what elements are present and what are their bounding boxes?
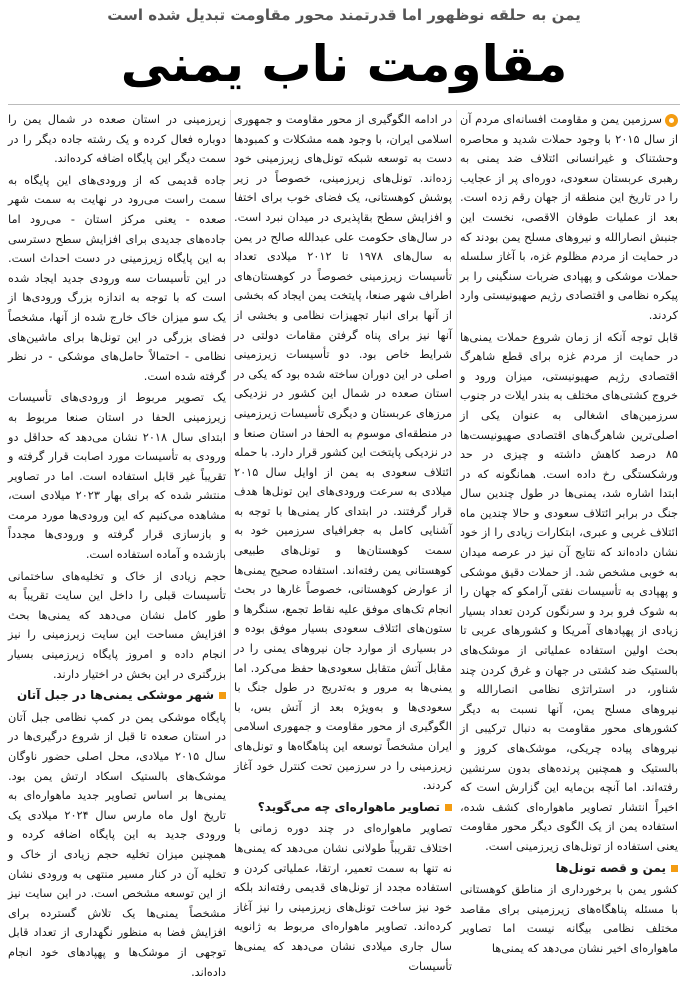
column1-paragraph-2: قابل توجه آنکه از زمان شروع حملات یمنی‌ها در حمایت از مردم غزه برای قطع شاهرگ اقتصادی رژیم صهیونیستی، میزان ورود و خروج کشتی‌های مختلف به بندر ایلات در جنوب سرزمین‌های اشغالی به عنوان یکی از اصلی‌ترین شاهرگ‌های اقتصادی صهیونیست‌ها ۸۵ درصد کاهش داشته و چیزی در حد ورشکستگی رخ داده است. همانگونه که در ابتدا اشاره شد، یمنی‌ها در طول چندین سال جنگ در برابر ائتلاف سعودی و حالا چندین ماه ائتلاف غربی و عبری، ابتکارات زیادی را از خود نشان داده‌اند که نتایج آن نیز در عرصه میدان به خوبی مشخص شد. از حملات دقیق موشکی و پهپادی به تأسیسات نفتی آرامکو که جهان را به شوک فرو برد و سرنگون کردن تعداد بسیار زیادی از پهپادهای آمریکا و کشورهای عربی تا بحث اولین استفاده عملیاتی از موشک‌های بالستیک ضد کشتی در جهان و غرق کردن چند شناور، در استراتژی نظامی انصارالله و نیروهای مسلح یمن، آنها نسبت به دیگر کشورهای محور مقاومت به دنبال ترکیبی از نیروهای پیاده چریکی، موشک‌های کروز و بالستیک و همچنین پرنده‌های بدون سرنشین رفته‌اند. اما آنچه بن‌مایه این گزارش است که اخیراً انتشار تصاویر ماهواره‌ای کشف شده، استفاده یمن از یک الگوی دیگر محور مقاومت یعنی استفاده از تونل‌های زیرزمینی است. bbox=[460, 330, 678, 853]
subheading-satellite-images: تصاویر ماهواره‌ای چه می‌گوید؟ bbox=[234, 798, 452, 818]
column1-paragraph-1-text: سرزمین یمن و مقاومت افسانه‌ای مردم آن از سال ۲۰۱۵ با وجود حملات شدید و محاصره وحشتناک و غیرانسانی ائتلاف ضد یمنی به رهبری عربستان سعودی، دوره‌ای پر از عجایب را در تاریخ این منطقه از جهان رقم زده است. بعد از عملیات طوفان الاقصی، نخست این جنبش انصارالله و نیروهای مسلح یمن بودند که در حمایت از مردم مظلوم غزه، با آغاز سلسله حملات موشکی و پهپادی ضربات سنگینی را بر پیکره نظامی و اقتصادی رژیم صهیونیستی وارد کردند. bbox=[460, 113, 678, 322]
column3-paragraph-4: حجم زیادی از خاک و تخلیه‌های ساختمانی تأسیسات قبلی را داخل این سایت تقریباً به طور کامل نشان می‌دهد که یمنی‌ها بحث افزایش مساحت این سایت زیرزمینی را نیز انجام داده و امروز پایگاه زیرزمینی بسیار بزرگتری در این بخش در اختیار دارند. bbox=[8, 569, 226, 681]
column2-paragraph-1: در ادامه الگوگیری از محور مقاومت و جمهوری اسلامی ایران، با وجود همه مشکلات و کمبودها دست به توسعه شبکه تونل‌های زیرزمینی خود زده‌اند. تونل‌های زیرزمینی، خصوصاً در زیر پوشش کوهستانی، یک فضای خوب برای اختفا و افزایش سطح بقاپذیری در میدان نبرد است. در سال‌های حکومت علی عبدالله صالح در یمن به سال‌های ۱۹۷۸ تا ۲۰۱۲ میلادی تعداد تأسیسات زیرزمینی خصوصاً در کوهستان‌های اطراف شهر صنعا، پایتخت یمن ایجاد که بخشی از آنها برای انبار تجهیزات نظامی و بخشی از آنها نیز برای پناه گرفتن مقامات دولتی در شرایط خاص بود. دو تأسیسات زیرزمینی اصلی در این دوران ساخته شده بود که یکی در استان صعده در شمال این کشور در نزدیکی مرزهای عربستان و دیگری تأسیسات زیرزمینی در منطقه‌ای موسوم به الحفا در استان صنعا و در نزدیکی پایتخت این کشور قرار دارد. با حمله ائتلاف سعودی به یمن از اوایل سال ۲۰۱۵ میلادی به سرعت ورودی‌های این تونل‌ها هدف قرار گرفتند. در ابتدای کار یمنی‌ها با توجه به آشنایی کامل به جغرافیای سرزمین خود به سمت کوهستان‌ها و تونل‌های طبیعی کوهستانی یمن رفته‌اند. استفاده صحیح یمنی‌ها از عوارض کوهستانی، خصوصاً غارها در بحث انجام تک‌های موفق علیه نقاط تجمع، سنگرها و ستون‌های ائتلاف سعودی بسیار موفق بوده و در بسیاری از موارد جان نیروهای یمنی را در مقابل آتش متقابل سعودی‌ها حفظ می‌کرد. اما یمنی‌ها به مرور و به‌تدریج در طول جنگ با سعودی‌ها و به‌ویژه بعد از آتش بس، با الگوگیری از محور مقاومت و جمهوری اسلامی ایران مشخصاً توسعه این پناهگاه‌ها و تونل‌های زیرزمینی را در سرزمین تحت کنترل خود آغاز کردند. bbox=[233, 113, 452, 793]
article-column-2 bbox=[233, 110, 452, 973]
subheading-missile-city: شهر موشکی یمنی‌ها در جبل آتان bbox=[8, 686, 226, 706]
column3-paragraph-5: پایگاه موشکی یمن در کمپ نظامی جبل آتان در استان صعده تا قبل از شروع درگیری‌ها در سال ۲۰۱۵ میلادی، محل اصلی حضور ناوگان موشک‌های بالستیک اسکاد ارتش یمن بود. یمنی‌ها بر اساس تصاویر جدید ماهواره‌ای به تاریخ اول ماه مارس سال ۲۰۲۴ میلادی یک ورودی جدید به این پایگاه اضافه کرده و همچنین میزان تخلیه حجم زیادی از خاک و تخلیه آن در کنار مسیر منتهی به ورودی نشان از این توسعه مشخص است. در این سایت نیز مشخصاً یمنی‌ها یک تلاش گسترده برای افزایش فضا به منظور نگهداری از تعداد قابل توجهی از موشک‌ها و پهپادهای خود انجام داده‌اند. bbox=[8, 710, 226, 979]
article-headline: مقاومت ناب یمنی bbox=[120, 35, 568, 93]
article-column-1 bbox=[460, 110, 678, 955]
article-kicker: یمن به حلقه نوظهور اما قدرتمند محور مقاومت تبدیل شده است bbox=[107, 6, 581, 24]
subheading-tunnels: یمن و قصه تونل‌ها bbox=[460, 859, 678, 879]
header-divider bbox=[8, 104, 680, 105]
column3-paragraph-2: جاده قدیمی که از ورودی‌های این پایگاه به سمت راست می‌رود در نهایت به سمت شهر صعده - یعنی مرکز استان - می‌رود اما جاده‌های جدیدی برای افزایش سطح دسترسی به این پایگاه زیرزمینی در دست احداث است. در این تأسیسات سه ورودی جدید ایجاد شده است که با توجه به اندازه بزرگ ورودی‌ها از یک سو میزان خاک خارج شده از آنها، مشخصاً فضای بزرگی در این تونل‌ها برای ماشین‌های نظامی - احتمالاً حامل‌های موشکی - در نظر گرفته شده است. bbox=[8, 173, 226, 383]
column3-paragraph-3: یک تصویر مربوط از ورودی‌های تأسیسات زیرزمینی الحفا در استان صنعا مربوط به ابتدای سال ۲۰۱۸ نشان می‌دهد که حداقل دو ورودی به تأسیسات مورد اصابت قرار گرفته و تقریباً غیر قابل استفاده است. اما در تصاویر منتشر شده که برای بهار ۲۰۲۳ میلادی است، مشاهده می‌کنیم که این ورودی‌ها مورد مرمت و بازسازی قرار گرفته و ورودی‌ها مجدداً بازشده و آماده استفاده است. bbox=[8, 391, 227, 562]
column3-paragraph-1: زیرزمینی در استان صعده در شمال یمن را دوباره فعال کرده و یک رشته جاده دیگر را در سمت دیگر این پایگاه اضافه کرده‌اند. bbox=[8, 113, 226, 166]
column-divider bbox=[456, 110, 457, 750]
column1-paragraph-1 bbox=[460, 110, 678, 326]
column2-paragraph-2: تصاویر ماهواره‌ای در چند دوره زمانی با اختلاف تقریباً طولانی نشان می‌دهد که یمنی‌ها نه تنها به سمت تعمیر، ارتقا، عملیاتی کردن و استفاده مجدد از تونل‌های قدیمی رفته‌اند بلکه خود نیز ساخت تونل‌های زیرزمینی را نیز آغاز کرده‌اند. تصاویر ماهواره‌ای مربوط به ژانویه سال جاری میلادی نشان می‌دهد که یمنی‌ها تأسیسات bbox=[234, 822, 452, 973]
publication-logo-icon bbox=[665, 114, 678, 127]
column1-paragraph-3: کشور یمن با برخورداری از مناطق کوهستانی با مسئله پناهگاه‌های زیرزمینی برای مقاصد مختلف نظامی بیگانه نیست اما تصاویر ماهواره‌ای اخیر نشان می‌دهد که یمنی‌ها bbox=[460, 883, 678, 955]
column-divider bbox=[230, 110, 231, 750]
article-column-3 bbox=[8, 110, 227, 979]
